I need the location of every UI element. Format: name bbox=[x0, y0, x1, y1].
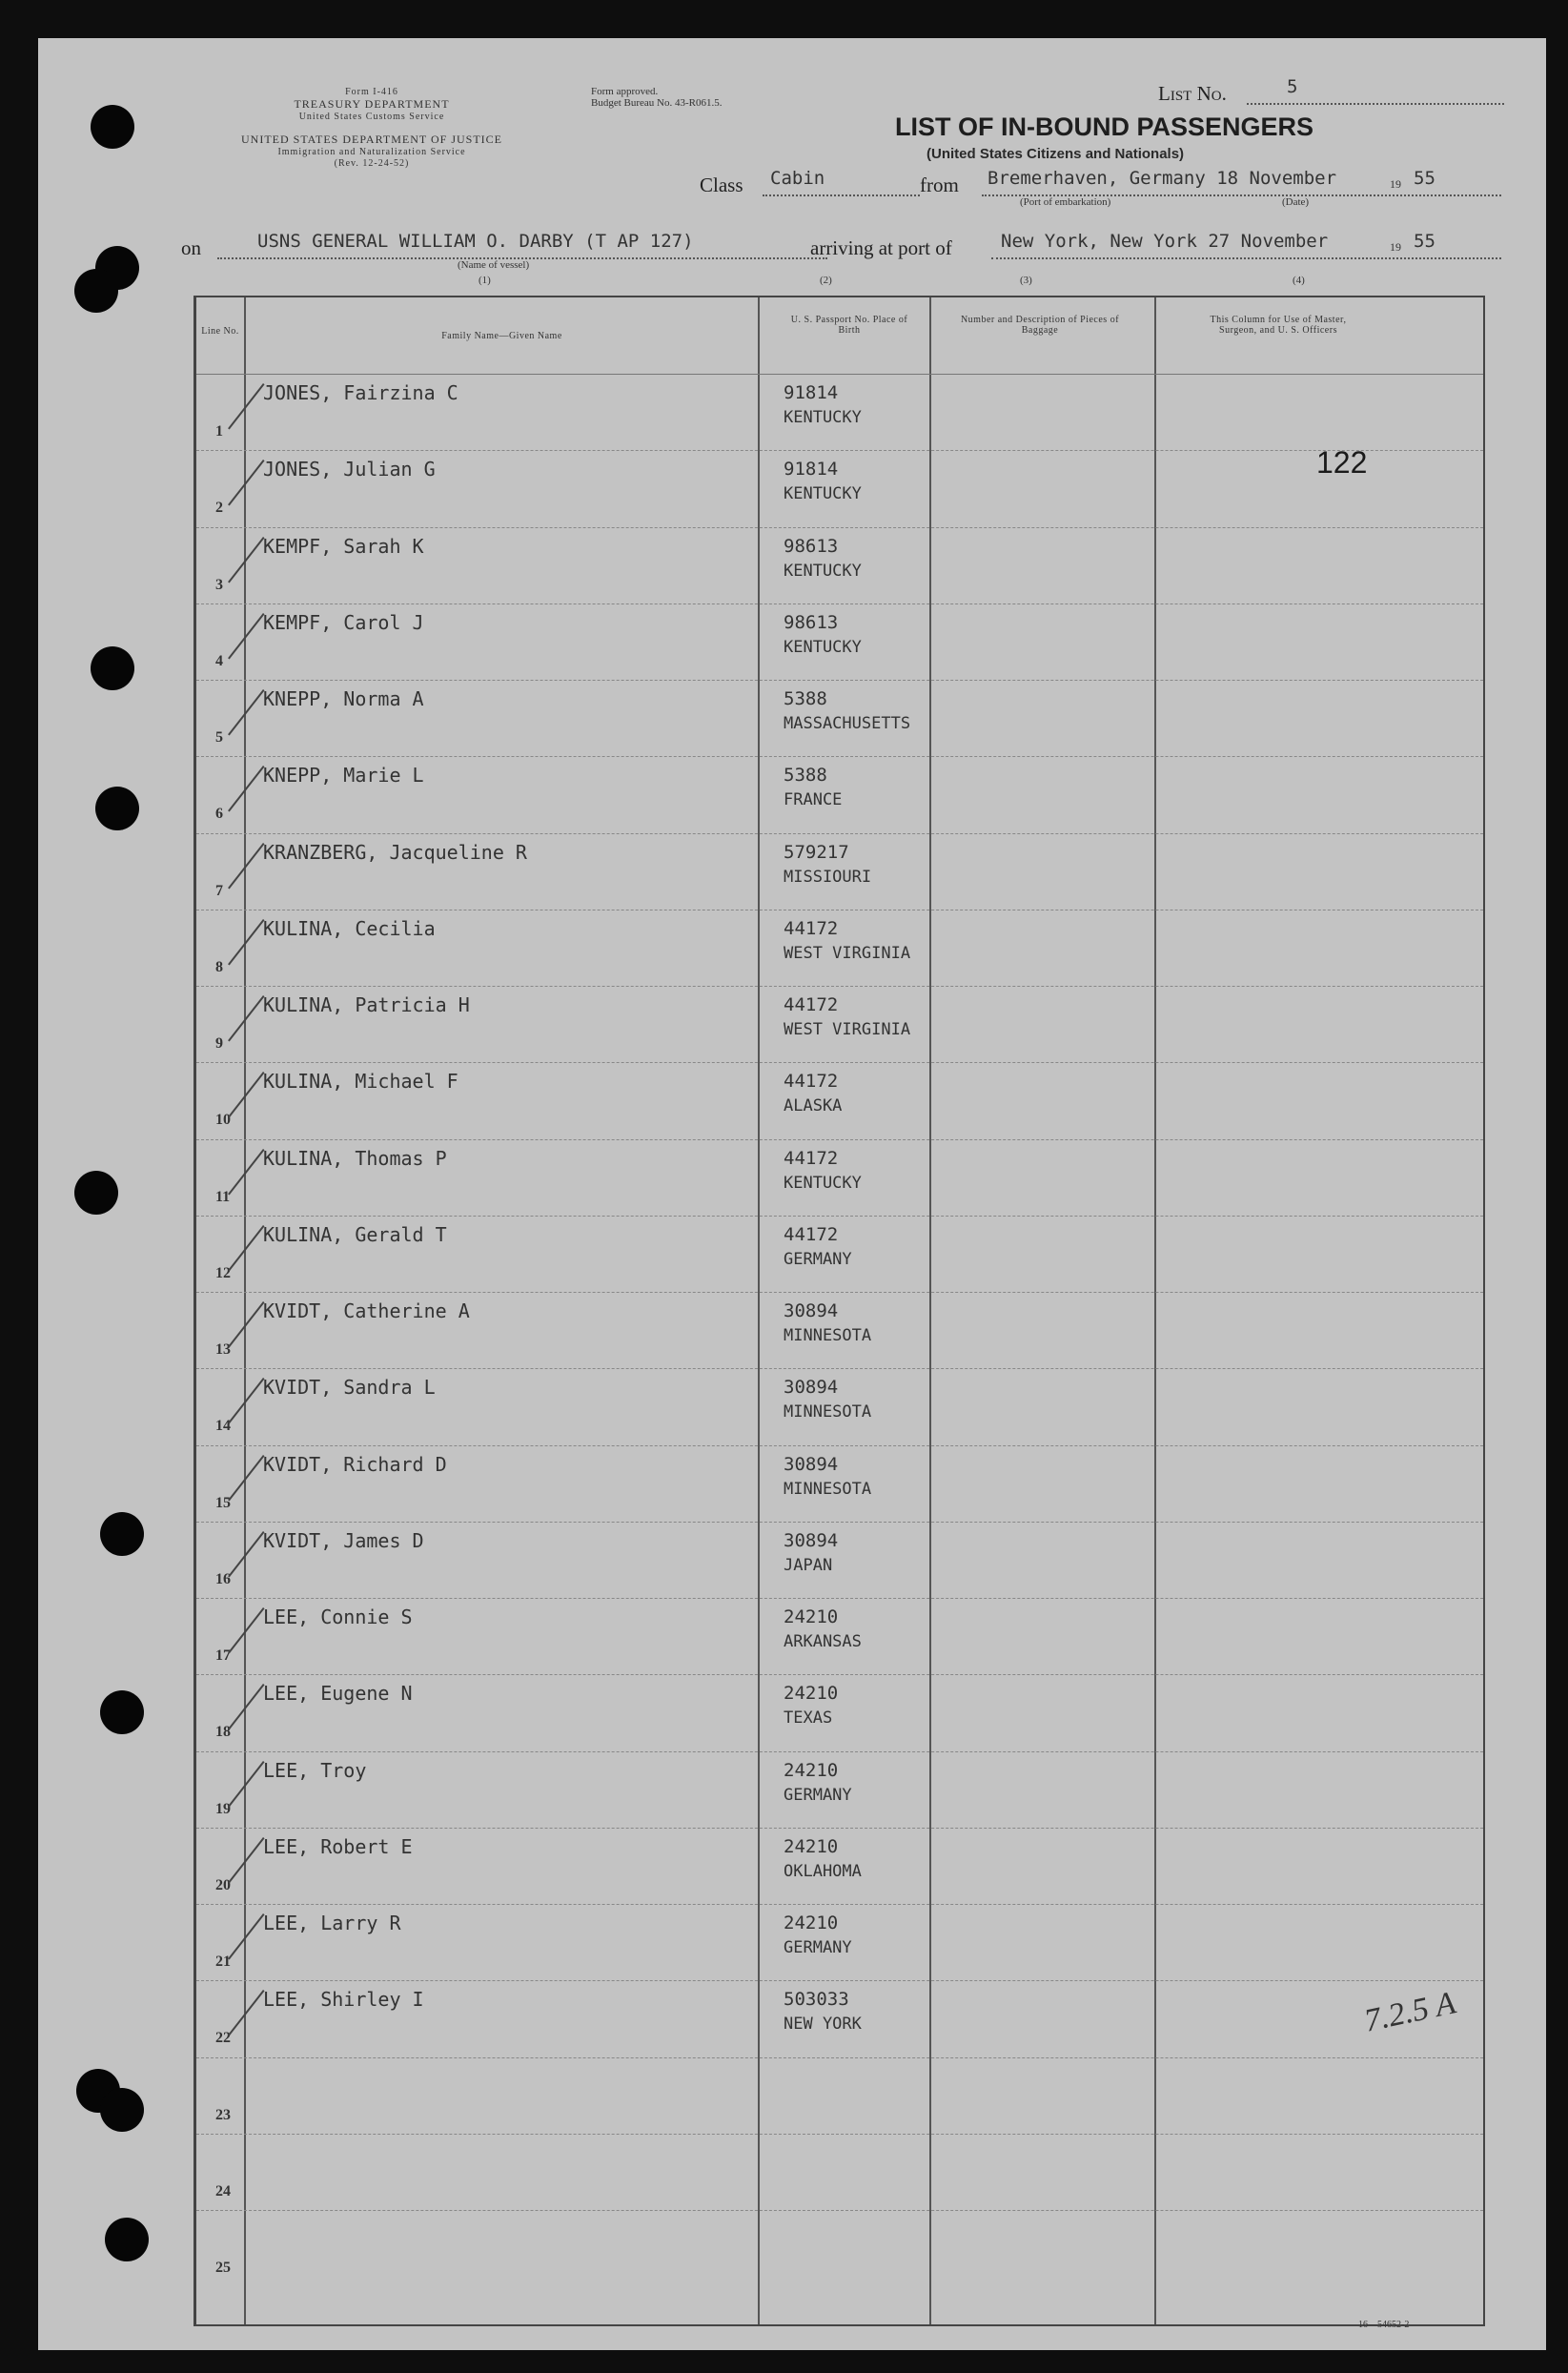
place-of-birth: ARKANSAS bbox=[784, 1632, 862, 1651]
vessel-caption: (Name of vessel) bbox=[458, 259, 530, 271]
row-divider bbox=[196, 1368, 1483, 1369]
ins-service: Immigration and Naturalization Service bbox=[277, 147, 466, 157]
row-divider bbox=[196, 756, 1483, 757]
check-mark-icon bbox=[228, 1149, 265, 1196]
passenger-name: KVIDT, Richard D bbox=[263, 1452, 447, 1476]
place-of-birth: MASSACHUSETTS bbox=[784, 714, 911, 733]
row-divider bbox=[196, 1751, 1483, 1752]
passenger-name: KULINA, Gerald T bbox=[263, 1222, 447, 1246]
passport-number: 579217 bbox=[784, 841, 849, 863]
place-of-birth: MISSIOURI bbox=[784, 867, 872, 887]
passenger-name: LEE, Eugene N bbox=[263, 1682, 413, 1706]
row-divider bbox=[196, 603, 1483, 604]
check-mark-icon bbox=[228, 995, 265, 1042]
row-divider bbox=[196, 833, 1483, 834]
line-number: 20 bbox=[215, 1876, 231, 1893]
treasury-department: TREASURY DEPARTMENT bbox=[294, 97, 450, 111]
place-of-birth: KENTUCKY bbox=[784, 408, 862, 427]
place-of-birth: WEST VIRGINIA bbox=[784, 1020, 911, 1039]
line-number: 25 bbox=[215, 2260, 231, 2276]
from-year-prefix: 19 bbox=[1390, 177, 1401, 191]
passport-number: 24210 bbox=[784, 1759, 839, 1781]
from-value: Bremerhaven, Germany 18 November bbox=[988, 168, 1337, 189]
check-mark-icon bbox=[228, 537, 265, 583]
footer-code: 16—54652-2 bbox=[1358, 2320, 1410, 2330]
place-of-birth: GERMANY bbox=[784, 1938, 852, 1957]
place-of-birth: JAPAN bbox=[784, 1555, 833, 1575]
line-number: 15 bbox=[215, 1494, 231, 1511]
line-number: 17 bbox=[215, 1647, 231, 1664]
check-mark-icon bbox=[228, 1455, 265, 1502]
passenger-name: KULINA, Michael F bbox=[263, 1070, 458, 1094]
line-number: 16 bbox=[215, 1570, 231, 1587]
passenger-name: KEMPF, Carol J bbox=[263, 610, 424, 634]
col-caption-1: (1) bbox=[479, 275, 491, 286]
form-id: Form I-416 bbox=[345, 87, 398, 97]
check-mark-icon bbox=[228, 1761, 265, 1808]
passport-number: 30894 bbox=[784, 1300, 839, 1321]
passenger-name: KVIDT, Catherine A bbox=[263, 1299, 470, 1322]
binder-hole bbox=[91, 646, 134, 690]
passport-number: 24210 bbox=[784, 1683, 839, 1705]
col-caption-2: (2) bbox=[820, 275, 832, 286]
line-number: 6 bbox=[215, 806, 223, 823]
arrival-value: New York, New York 27 November bbox=[1001, 231, 1329, 252]
passenger-name: KRANZBERG, Jacqueline R bbox=[263, 840, 527, 864]
col-divider-4 bbox=[1154, 297, 1156, 2324]
col-caption-4: (4) bbox=[1293, 275, 1305, 286]
place-of-birth: TEXAS bbox=[784, 1708, 833, 1729]
arrival-year: 55 bbox=[1414, 231, 1436, 252]
handwritten-note: 7.2.5 A bbox=[1361, 1985, 1459, 2039]
port-caption: (Port of embarkation) bbox=[1020, 196, 1111, 208]
line-number: 5 bbox=[215, 729, 223, 746]
place-of-birth: GERMANY bbox=[784, 1249, 852, 1269]
passenger-name: KEMPF, Sarah K bbox=[263, 534, 424, 558]
passport-number: 44172 bbox=[784, 1147, 839, 1169]
check-mark-icon bbox=[228, 1607, 265, 1654]
passenger-name: KULINA, Thomas P bbox=[263, 1146, 447, 1170]
vessel-name: USNS GENERAL WILLIAM O. DARBY (T AP 127) bbox=[257, 231, 694, 252]
place-of-birth: KENTUCKY bbox=[784, 484, 862, 504]
passport-number: 503033 bbox=[784, 1989, 849, 2011]
list-no-value: 5 bbox=[1287, 76, 1298, 97]
header-baggage: Number and Description of Pieces of Baggage bbox=[960, 315, 1120, 336]
passport-number: 91814 bbox=[784, 382, 839, 403]
line-number: 22 bbox=[215, 2030, 231, 2047]
document-subtitle: (United States Citizens and Nationals) bbox=[927, 146, 1185, 162]
list-no-line bbox=[1247, 103, 1504, 105]
passport-number: 30894 bbox=[784, 1453, 839, 1475]
check-mark-icon bbox=[228, 613, 265, 660]
check-mark-icon bbox=[228, 1531, 265, 1578]
row-divider bbox=[196, 1216, 1483, 1217]
arriving-label: arriving at port of bbox=[810, 236, 952, 259]
row-divider bbox=[196, 1445, 1483, 1446]
line-number: 7 bbox=[215, 882, 223, 899]
check-mark-icon bbox=[228, 1225, 265, 1272]
from-label: from bbox=[920, 174, 959, 196]
place-of-birth: KENTUCKY bbox=[784, 561, 862, 581]
passport-number: 24210 bbox=[784, 1606, 839, 1627]
passenger-name: LEE, Robert E bbox=[263, 1834, 413, 1858]
list-no-label: List No. bbox=[1158, 82, 1227, 105]
check-mark-icon bbox=[228, 460, 265, 506]
line-number: 14 bbox=[215, 1418, 231, 1435]
class-line bbox=[763, 194, 920, 196]
passport-number: 5388 bbox=[784, 688, 827, 709]
passenger-name: KNEPP, Marie L bbox=[263, 764, 424, 788]
check-mark-icon bbox=[228, 843, 265, 890]
line-number: 24 bbox=[215, 2182, 231, 2199]
line-number: 21 bbox=[215, 1954, 231, 1970]
passport-number: 98613 bbox=[784, 535, 839, 557]
class-value: Cabin bbox=[770, 168, 825, 189]
line-number: 10 bbox=[215, 1112, 231, 1129]
col-divider-3 bbox=[929, 297, 931, 2324]
row-divider bbox=[196, 1980, 1483, 1981]
passenger-name: LEE, Troy bbox=[263, 1758, 367, 1782]
place-of-birth: KENTUCKY bbox=[784, 637, 862, 657]
place-of-birth: NEW YORK bbox=[784, 2015, 862, 2035]
passenger-name: LEE, Connie S bbox=[263, 1606, 413, 1628]
passport-number: 24210 bbox=[784, 1913, 839, 1933]
row-divider bbox=[196, 1598, 1483, 1599]
passenger-name: LEE, Shirley I bbox=[263, 1988, 424, 2012]
row-divider bbox=[196, 986, 1483, 987]
row-divider bbox=[196, 1674, 1483, 1675]
row-divider bbox=[196, 1828, 1483, 1829]
place-of-birth: OKLAHOMA bbox=[784, 1861, 862, 1881]
place-of-birth: MINNESOTA bbox=[784, 1326, 872, 1345]
binder-hole bbox=[105, 2218, 149, 2261]
line-number: 3 bbox=[215, 576, 223, 593]
binder-hole bbox=[91, 105, 134, 149]
passport-number: 44172 bbox=[784, 1223, 839, 1245]
row-divider bbox=[196, 1062, 1483, 1063]
passport-number: 98613 bbox=[784, 611, 839, 633]
line-number: 18 bbox=[215, 1724, 231, 1741]
check-mark-icon bbox=[228, 919, 265, 966]
passenger-name: KNEPP, Norma A bbox=[263, 687, 424, 710]
passport-number: 91814 bbox=[784, 459, 839, 481]
line-number: 13 bbox=[215, 1341, 231, 1358]
check-mark-icon bbox=[228, 1837, 265, 1884]
header-officers: This Column for Use of Master, Surgeon, and U. S. Officers bbox=[1210, 315, 1347, 336]
col-caption-3: (3) bbox=[1020, 275, 1032, 286]
budget-bureau: Budget Bureau No. 43-R061.5. bbox=[591, 97, 723, 109]
passenger-name: KULINA, Patricia H bbox=[263, 993, 470, 1016]
line-number: 12 bbox=[215, 1264, 231, 1281]
row-divider bbox=[196, 1139, 1483, 1140]
row-divider bbox=[196, 2057, 1483, 2058]
header-name: Family Name—Given Name bbox=[441, 331, 562, 341]
passenger-name: LEE, Larry R bbox=[263, 1912, 401, 1934]
place-of-birth: MINNESOTA bbox=[784, 1402, 872, 1422]
binder-hole bbox=[100, 1690, 144, 1734]
arrival-year-prefix: 19 bbox=[1390, 240, 1401, 254]
check-mark-icon bbox=[228, 1301, 265, 1348]
class-label: Class bbox=[700, 174, 743, 196]
binder-hole bbox=[95, 787, 139, 830]
binder-hole bbox=[74, 1171, 118, 1215]
check-mark-icon bbox=[228, 689, 265, 736]
row-divider bbox=[196, 680, 1483, 681]
passport-number: 24210 bbox=[784, 1835, 839, 1857]
passenger-name: KVIDT, Sandra L bbox=[263, 1376, 436, 1400]
place-of-birth: FRANCE bbox=[784, 790, 843, 810]
from-year: 55 bbox=[1414, 168, 1436, 189]
form-approved: Form approved. bbox=[591, 86, 659, 97]
passport-number: 44172 bbox=[784, 1071, 839, 1093]
passport-number: 30894 bbox=[784, 1377, 839, 1399]
line-number: 19 bbox=[215, 1800, 231, 1817]
on-label: on bbox=[181, 236, 201, 259]
row-divider bbox=[196, 2210, 1483, 2211]
header-line-no: Line No. bbox=[201, 326, 239, 337]
row-divider bbox=[196, 1522, 1483, 1523]
passenger-name: JONES, Julian G bbox=[263, 458, 436, 481]
row-divider bbox=[196, 527, 1483, 528]
binder-hole bbox=[100, 1512, 144, 1556]
place-of-birth: MINNESOTA bbox=[784, 1479, 872, 1499]
col-divider-2 bbox=[758, 297, 760, 2324]
binder-hole bbox=[74, 269, 118, 313]
check-mark-icon bbox=[228, 383, 265, 430]
line-number: 9 bbox=[215, 1035, 223, 1052]
line-number: 8 bbox=[215, 958, 223, 975]
row-divider bbox=[196, 1292, 1483, 1293]
department-of-justice: UNITED STATES DEPARTMENT OF JUSTICE bbox=[240, 133, 502, 146]
header-passport: U. S. Passport No. Place of Birth bbox=[790, 315, 908, 336]
check-mark-icon bbox=[228, 1072, 265, 1118]
passport-number: 30894 bbox=[784, 1529, 839, 1551]
check-mark-icon bbox=[228, 1913, 265, 1960]
check-mark-icon bbox=[228, 1378, 265, 1424]
document-title: LIST OF IN-BOUND PASSENGERS bbox=[895, 113, 1314, 141]
customs-service: United States Customs Service bbox=[298, 112, 445, 122]
col-divider-1 bbox=[244, 297, 246, 2324]
arrival-line bbox=[991, 257, 1501, 259]
line-number: 4 bbox=[215, 652, 223, 669]
place-of-birth: WEST VIRGINIA bbox=[784, 943, 911, 963]
place-of-birth: ALASKA bbox=[784, 1096, 843, 1116]
passport-number: 44172 bbox=[784, 994, 839, 1015]
binder-hole bbox=[100, 2088, 144, 2132]
row-divider bbox=[196, 374, 1483, 375]
manifest-page bbox=[38, 38, 1546, 2350]
row-divider bbox=[196, 2134, 1483, 2135]
check-mark-icon bbox=[228, 1990, 265, 2036]
passenger-table bbox=[193, 296, 1485, 2326]
check-mark-icon bbox=[228, 1684, 265, 1730]
date-caption: (Date) bbox=[1282, 196, 1310, 208]
row-divider bbox=[196, 450, 1483, 451]
passport-number: 5388 bbox=[784, 765, 827, 787]
rev-date: (Rev. 12-24-52) bbox=[334, 158, 410, 169]
line-number: 1 bbox=[215, 423, 223, 440]
passport-number: 44172 bbox=[784, 917, 839, 939]
passenger-name: JONES, Fairzina C bbox=[263, 381, 458, 404]
place-of-birth: GERMANY bbox=[784, 1785, 852, 1805]
passenger-name: KULINA, Cecilia bbox=[263, 916, 436, 940]
passenger-name: KVIDT, James D bbox=[263, 1528, 424, 1552]
check-mark-icon bbox=[228, 766, 265, 812]
row-divider bbox=[196, 1904, 1483, 1905]
place-of-birth: KENTUCKY bbox=[784, 1173, 862, 1193]
line-number: 2 bbox=[215, 500, 223, 517]
officer-count: 122 bbox=[1316, 445, 1368, 480]
line-number: 23 bbox=[215, 2106, 231, 2123]
line-number: 11 bbox=[215, 1188, 231, 1205]
